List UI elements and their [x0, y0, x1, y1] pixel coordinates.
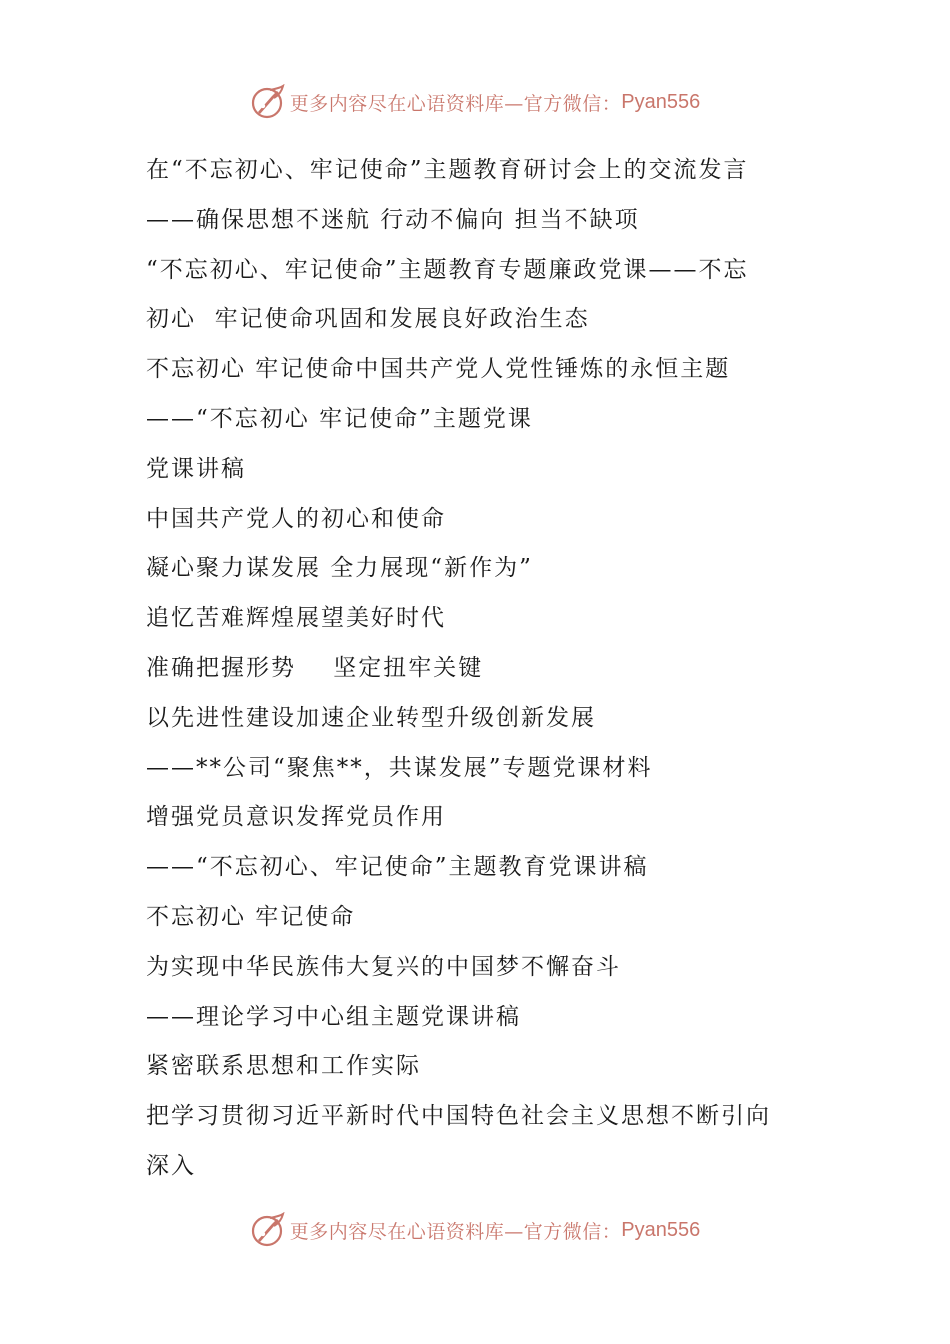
header-watermark-id: Pyan556 [621, 90, 701, 113]
quill-pen-logo-icon [250, 1212, 286, 1248]
quill-pen-logo-icon [250, 84, 286, 120]
body-line: 紧密联系思想和工作实际 [146, 1053, 421, 1080]
body-line: 以先进性建设加速企业转型升级创新发展 [146, 704, 596, 731]
body-line: ——**公司“聚焦**，共谋发展”专题党课材料 [146, 754, 653, 781]
body-line: ——理论学习中心组主题党课讲稿 [146, 1003, 521, 1030]
body-line: 深入 [146, 1152, 196, 1179]
body-line: 把学习贯彻习近平新时代中国特色社会主义思想不断引向 [146, 1103, 771, 1130]
body-line: 增强党员意识发挥党员作用 [146, 804, 446, 831]
body-line: 初心 牢记使命巩固和发展良好政治生态 [146, 306, 590, 333]
body-line: ——确保思想不迷航 行动不偏向 担当不缺项 [146, 206, 640, 233]
footer-watermark-text: 更多内容尽在心语资料库—官方微信： [289, 1220, 622, 1243]
header-watermark [0, 82, 950, 122]
body-line: ——“不忘初心、牢记使命”主题教育党课讲稿 [146, 854, 649, 881]
body-line: 凝心聚力谋发展 全力展现“新作为” [146, 555, 533, 582]
body-line: 为实现中华民族伟大复兴的中国梦不懈奋斗 [146, 953, 621, 980]
body-line: 党课讲稿 [146, 455, 246, 482]
footer-watermark [0, 1210, 950, 1250]
document-body [146, 146, 806, 1192]
body-line: “不忘初心、牢记使命”主题教育专题廉政党课——不忘 [146, 256, 749, 283]
header-watermark-text: 更多内容尽在心语资料库—官方微信： [289, 92, 622, 115]
body-line: 准确把握形势 坚定扭牢关键 [146, 654, 484, 681]
body-line: ——“不忘初心 牢记使命”主题党课 [146, 405, 533, 432]
body-line: 追忆苦难辉煌展望美好时代 [146, 605, 446, 632]
body-line: 不忘初心 牢记使命 [146, 903, 356, 930]
body-line: 不忘初心 牢记使命中国共产党人党性锤炼的永恒主题 [146, 356, 731, 383]
body-line: 在“不忘初心、牢记使命”主题教育研讨会上的交流发言 [146, 157, 749, 183]
footer-watermark-id: Pyan556 [621, 1218, 701, 1241]
body-line: 中国共产党人的初心和使命 [146, 505, 446, 532]
